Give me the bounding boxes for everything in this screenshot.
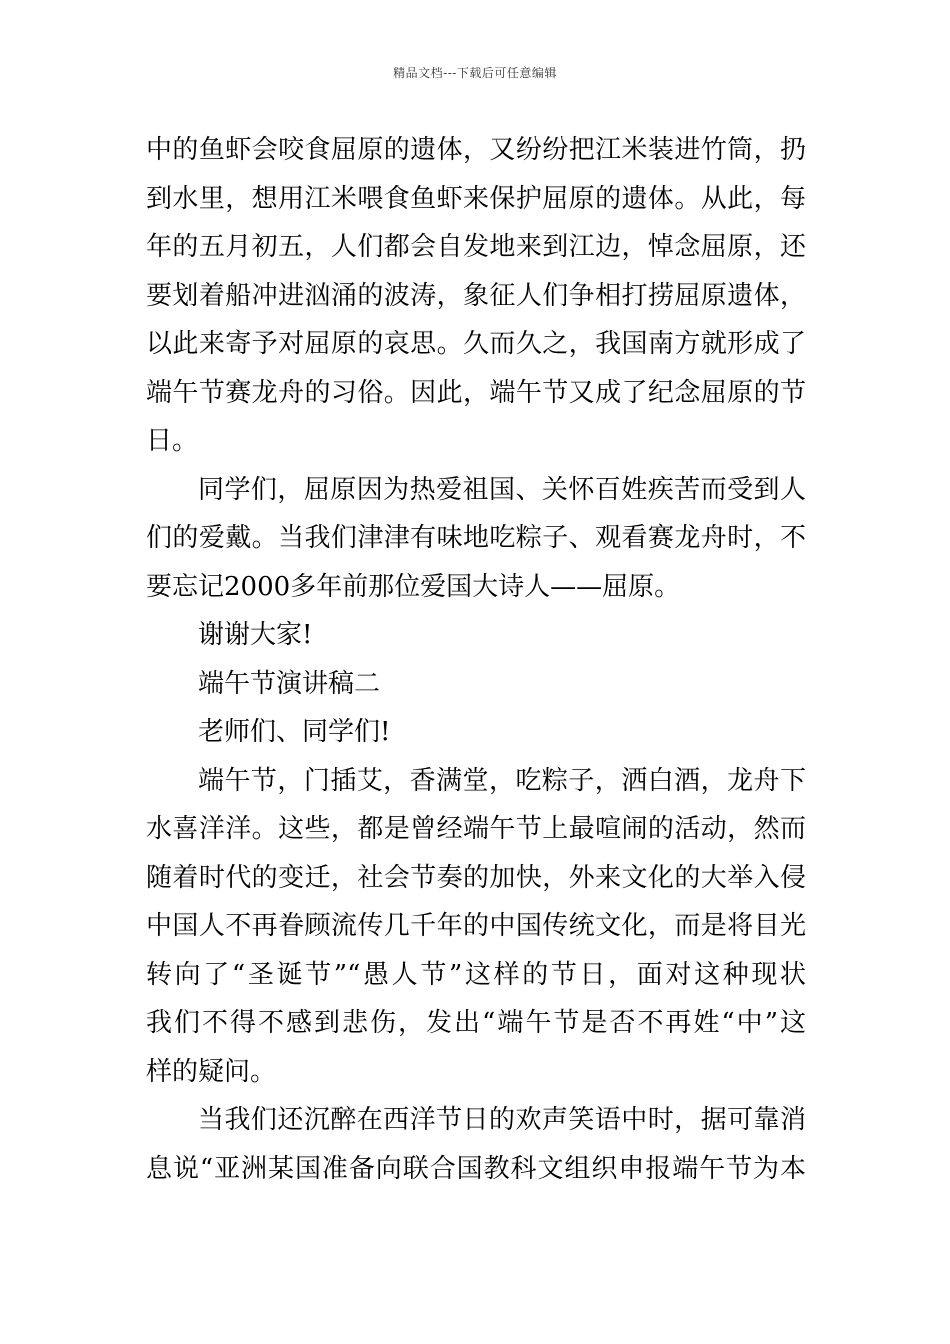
text-line: 我们不得不感到悲伤，发出“端午节是否不再姓“中”这 [146, 1008, 806, 1038]
page-header: 精品文档---下载后可任意编辑 [393, 66, 557, 80]
text-line: 以此来寄予对屈原的哀思。久而久之，我国南方就形成了 [146, 329, 806, 359]
text-line: 随着时代的变迁，社会节奏的加快，外来文化的大举入侵 [146, 862, 806, 893]
text-line: 年的五月初五，人们都会自发地来到江边，悼念屈原，还 [146, 232, 806, 262]
text-line: 中的鱼虾会咬食屈原的遗体，又纷纷把江米装进竹筒，扔 [146, 135, 806, 165]
text-line: 要划着船冲进汹涌的波涛，象征人们争相打捞屈原遗体， [146, 280, 806, 311]
text-line: 端午节赛龙舟的习俗。因此，端午节又成了纪念屈原的节 [146, 377, 806, 408]
text-line: 老师们、同学们! [198, 717, 391, 747]
text-line: 同学们，屈原因为热爱祖国、关怀百姓疾苦而受到人 [198, 474, 806, 505]
text-line: 谢谢大家! [198, 620, 313, 650]
document-body [146, 126, 806, 1193]
text-line: 要忘记2000多年前那位爱国大诗人——屈原。 [146, 571, 681, 602]
text-line: 水喜洋洋。这些，都是曾经端午节上最喧闹的活动，然而 [146, 814, 806, 844]
text-line: 们的爱戴。当我们津津有味地吃粽子、观看赛龙舟时，不 [146, 523, 806, 553]
text-line: 日。 [146, 426, 199, 456]
section-title: 端午节演讲稿二 [198, 668, 381, 699]
text-line: 到水里，想用江米喂食鱼虾来保护屈原的遗体。从此，每 [146, 183, 806, 214]
text-line: 样的疑问。 [146, 1056, 277, 1087]
text-line: 息说“亚洲某国准备向联合国教科文组织申报端午节为本 [146, 1153, 806, 1184]
text-line: 当我们还沉醉在西洋节日的欢声笑语中时，据可靠消 [198, 1105, 806, 1135]
text-line: 中国人不再眷顾流传几千年的中国传统文化，而是将目光 [146, 911, 806, 941]
text-line: 端午节，门插艾，香满堂，吃粽子，洒白酒，龙舟下 [198, 765, 806, 796]
text-line: 转向了“圣诞节”“愚人节”这样的节日，面对这种现状 [146, 959, 806, 990]
